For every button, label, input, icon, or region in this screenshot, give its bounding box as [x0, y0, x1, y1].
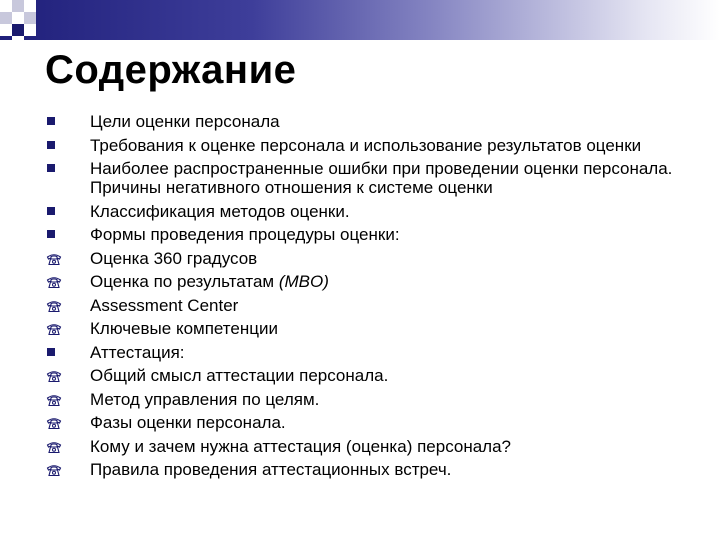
header-gradient-bar	[0, 0, 720, 40]
list-item-text: Оценка 360 градусов	[90, 248, 258, 268]
telephone-bullet-icon	[46, 252, 62, 266]
list-item	[46, 112, 686, 131]
list-item	[46, 159, 686, 197]
slide-title: Содержание	[45, 48, 297, 92]
square-bullet-icon	[47, 141, 55, 149]
telephone-bullet-icon	[46, 463, 62, 477]
list-item-text: Общий смысл аттестации персонала.	[90, 366, 389, 385]
list-item	[46, 202, 686, 221]
list-item-text: Цели оценки персонала	[90, 112, 280, 131]
list-item-text: Наиболее распространенные ошибки при проведении оценки персонала. Причины негативного отношения к системе оценки	[90, 159, 673, 197]
list-item-text: Ключевые компетенции	[90, 319, 278, 338]
list-item	[46, 225, 686, 244]
telephone-bullet-icon	[46, 416, 62, 430]
list-item	[46, 249, 686, 268]
list-item	[46, 366, 686, 385]
list-item-emphasis: (MBO)	[278, 272, 329, 291]
list-item	[46, 296, 686, 315]
square-bullet-icon	[47, 207, 55, 215]
list-item	[46, 136, 686, 155]
telephone-bullet-icon	[46, 322, 62, 336]
list-item-text: Фазы оценки персонала.	[90, 413, 286, 432]
list-item-text: Требования к оценке персонала и использование результатов оценки	[90, 135, 642, 155]
list-item-text: Кому и зачем нужна аттестация (оценка) персонала?	[90, 436, 512, 456]
square-bullet-icon	[47, 164, 55, 172]
square-bullet-icon	[47, 117, 55, 125]
list-item-text: Аттестация:	[90, 342, 185, 362]
square-bullet-icon	[47, 230, 55, 238]
telephone-bullet-icon	[46, 440, 62, 454]
list-item	[46, 437, 686, 456]
list-item	[46, 272, 686, 291]
list-item-text: Assessment Center	[90, 295, 239, 315]
list-item-text: Метод управления по целям.	[90, 389, 320, 409]
list-item	[46, 343, 686, 362]
telephone-bullet-icon	[46, 275, 62, 289]
list-item-text: Правила проведения аттестационных встреч.	[90, 460, 452, 479]
square-bullet-icon	[47, 348, 55, 356]
list-item	[46, 460, 686, 479]
list-item-text: Оценка по результатам	[90, 272, 279, 291]
decorative-squares	[0, 0, 60, 44]
telephone-bullet-icon	[46, 299, 62, 313]
list-item-text: Классификация методов оценки.	[90, 201, 350, 221]
list-item	[46, 390, 686, 409]
list-item-text: Формы проведения процедуры оценки:	[90, 225, 400, 244]
telephone-bullet-icon	[46, 393, 62, 407]
list-item	[46, 413, 686, 432]
content-list	[46, 112, 686, 484]
list-item	[46, 319, 686, 338]
telephone-bullet-icon	[46, 369, 62, 383]
